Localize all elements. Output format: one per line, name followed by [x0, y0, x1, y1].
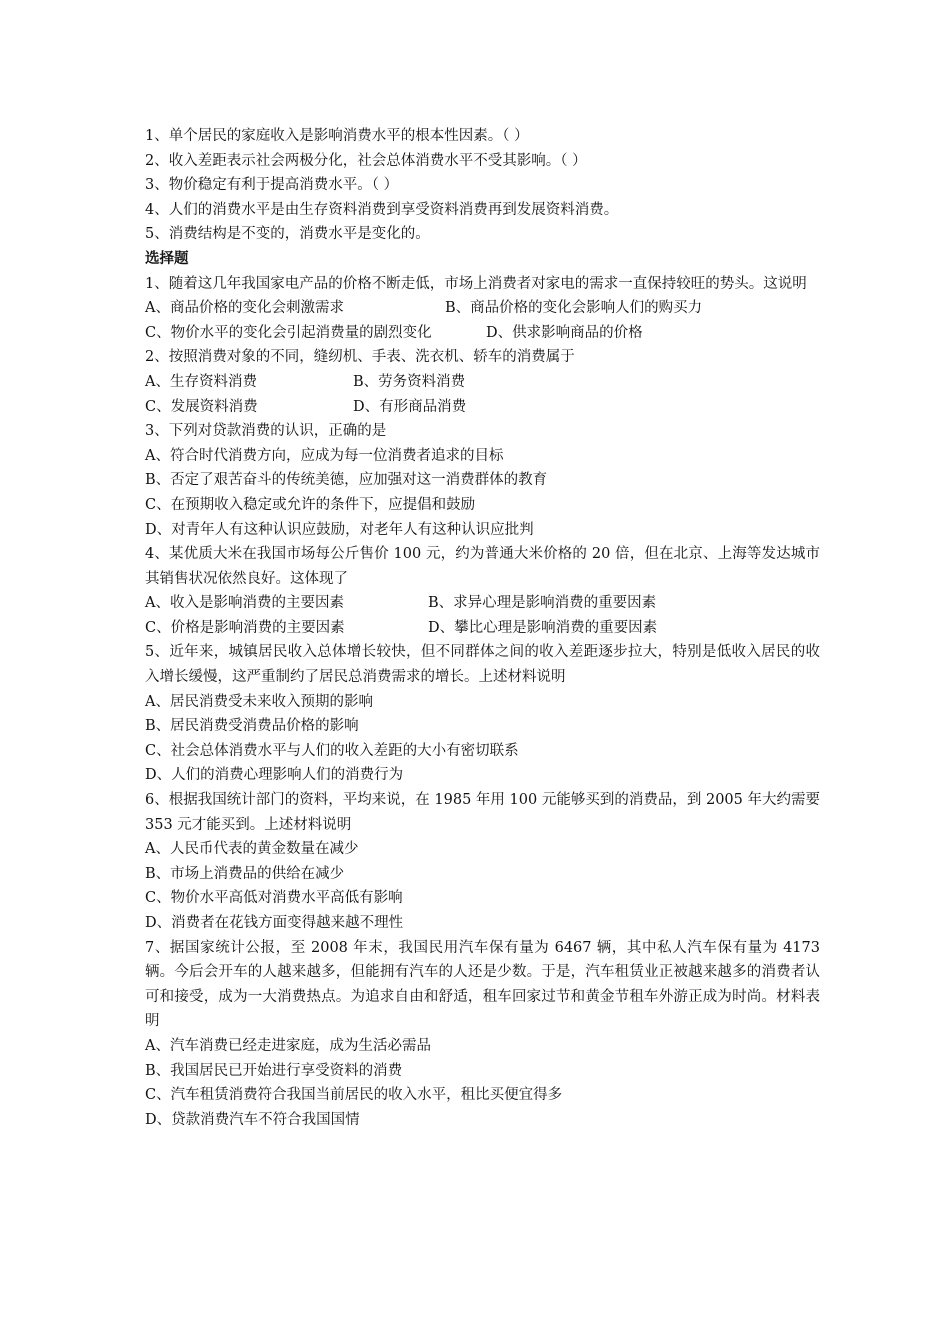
q7-option-b: B、我国居民已开始进行享受资料的消费	[145, 1062, 403, 1079]
q2-option-a: A、生存资料消费	[145, 373, 257, 390]
q3-option-b: B、否定了艰苦奋斗的传统美德，应加强对这一消费群体的教育	[145, 472, 548, 489]
q4-option-c: C、价格是影响消费的主要因素	[145, 619, 345, 636]
q5-option-b: B、居民消费受消费品价格的影响	[145, 718, 359, 735]
q1-options-cd	[145, 321, 820, 346]
q6-option-b: B、市场上消费品的供给在减少	[145, 865, 345, 882]
q5-stem: 5、近年来，城镇居民收入总体增长较快，但不同群体之间的收入差距逐步拉大，特别是低收入居民的收入增长缓慢，这严重制约了居民总消费需求的增长。上述材料说明	[145, 644, 820, 686]
q2-option-c: C、发展资料消费	[145, 398, 258, 415]
judgement-1: 1、单个居民的家庭收入是影响消费水平的根本性因素。（ ）	[145, 128, 529, 144]
judgement-3: 3、物价稳定有利于提高消费水平。（ ）	[145, 177, 399, 194]
q2-stem: 2、按照消费对象的不同，缝纫机、手表、洗衣机、轿车的消费属于	[145, 349, 575, 366]
q1-stem: 1、随着这几年我国家电产品的价格不断走低，市场上消费者对家电的需求一直保持较旺的势头。这说明	[145, 275, 807, 292]
q6-option-a: A、人民币代表的黄金数量在减少	[145, 841, 359, 858]
q4-stem: 4、某优质大米在我国市场每公斤售价 100 元，约为普通大米价格的 20 倍，但在北京、上海等发达城市其销售状况依然良好。这体现了	[145, 546, 820, 587]
q2-option-b: B、劳务资料消费	[353, 373, 466, 390]
q1-option-a: A、商品价格的变化会刺激需求	[145, 300, 344, 317]
q3-stem: 3、下列对贷款消费的认识，正确的是	[145, 423, 387, 440]
q1-option-c: C、物价水平的变化会引起消费量的剧烈变化	[145, 324, 432, 341]
q2-options-ab	[145, 370, 820, 395]
q6-option-c: C、物价水平高低对消费水平高低有影响	[145, 890, 403, 907]
judgement-4: 4、人们的消费水平是由生存资料消费到享受资料消费再到发展资料消费。	[145, 201, 619, 218]
q1-option-d: D、供求影响商品的价格	[486, 324, 643, 341]
q6-option-d: D、消费者在花钱方面变得越来越不理性	[145, 915, 404, 931]
q5-option-a: A、居民消费受未来收入预期的影响	[145, 693, 373, 710]
q1-options-ab	[145, 296, 820, 321]
q7-stem: 7、据国家统计公报，至 2008 年末，我国民用汽车保有量为 6467 辆，其中私人汽车保有量为 4173 辆。今后会开车的人越来越多，但能拥有汽车的人还是少数。于是，汽车租赁业正被越来越多的消费者认可和接受，成为一大消费热点。为追求自由和舒适，租车回家过节和黄金节租车外游正成为时尚。材料表明	[145, 939, 820, 1030]
q3-option-c: C、在预期收入稳定或允许的条件下，应提倡和鼓励	[145, 496, 476, 513]
q4-option-a: A、收入是影响消费的主要因素	[145, 595, 344, 612]
q5-option-d: D、人们的消费心理影响人们的消费行为	[145, 767, 404, 784]
q7-option-c: C、汽车租赁消费符合我国当前居民的收入水平，租比买便宜得多	[145, 1087, 563, 1104]
q7-option-a: A、汽车消费已经走进家庭，成为生活必需品	[145, 1037, 431, 1054]
judgement-5: 5、消费结构是不变的，消费水平是变化的。	[145, 226, 430, 243]
q6-stem: 6、根据我国统计部门的资料，平均来说，在 1985 年用 100 元能够买到的消费品，到 2005 年大约需要 353 元才能买到。上述材料说明	[145, 792, 820, 833]
q2-options-cd	[145, 395, 820, 420]
judgement-2: 2、收入差距表示社会两极分化，社会总体消费水平不受其影响。（ ）	[145, 152, 587, 169]
q4-option-b: B、求异心理是影响消费的重要因素	[428, 595, 657, 612]
q7-option-d: D、贷款消费汽车不符合我国国情	[145, 1111, 360, 1128]
q1-option-b: B、商品价格的变化会影响人们的购买力	[445, 300, 703, 317]
q4-options-ab	[145, 591, 820, 616]
q3-option-a: A、符合时代消费方向，应成为每一位消费者追求的目标	[145, 447, 504, 464]
q5-option-c: C、社会总体消费水平与人们的收入差距的大小有密切联系	[145, 742, 519, 759]
q4-option-d: D、攀比心理是影响消费的重要因素	[428, 619, 658, 636]
q4-options-cd	[145, 616, 820, 641]
q2-option-d: D、有形商品消费	[353, 398, 467, 415]
choice-heading: 选择题	[145, 250, 189, 267]
q3-option-d: D、对青年人有这种认识应鼓励，对老年人有这种认识应批判	[145, 521, 534, 538]
document-page	[145, 124, 820, 1132]
